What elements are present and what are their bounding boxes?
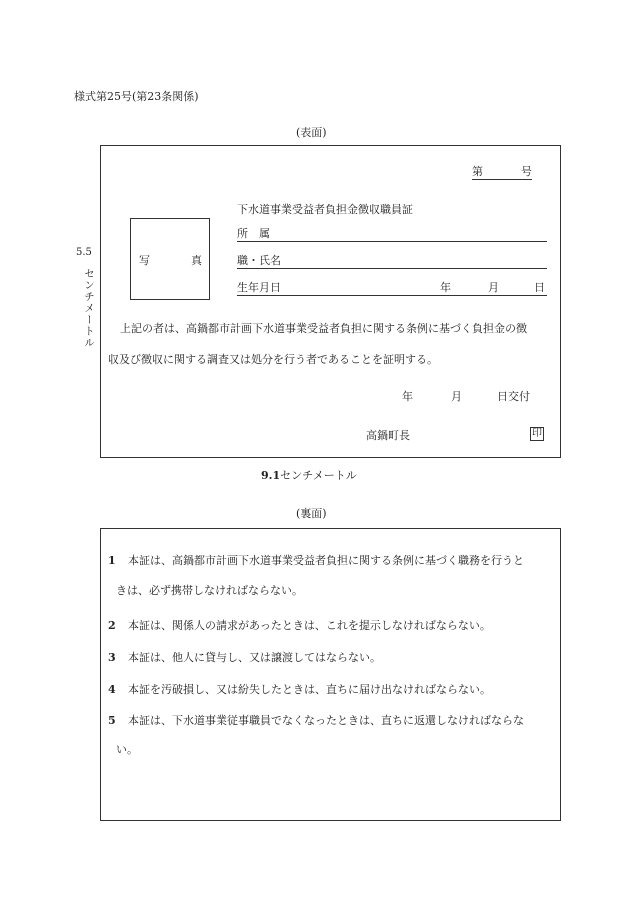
back-item-4: 4 本証を汚破損し、又は紛失したときは、直ちに届け出なければならない。: [108, 683, 491, 696]
front-label: (表面): [296, 126, 327, 139]
back-item-3: 3 本証は、他人に貸与し、又は譲渡してはならない。: [108, 651, 381, 664]
card-number: 第 号: [472, 165, 532, 178]
issue-day: 日交付: [497, 390, 530, 403]
back-label: (裏面): [296, 507, 327, 520]
back-item-1-line2: きは、必ず携帯しなければならない。: [116, 584, 303, 597]
height-unit: センチメートル: [83, 268, 95, 349]
issue-month: 月: [451, 390, 462, 403]
field-affiliation: 所 属: [237, 225, 547, 242]
back-item-2: 2 本証は、関係人の請求があったときは、これを提示しなければならない。: [108, 619, 491, 632]
card-title: 下水道事業受益者負担金徴収職員証: [237, 203, 413, 216]
height-value: 5.5: [76, 247, 92, 258]
back-item-5-line2: い。: [116, 743, 138, 756]
issue-year: 年: [402, 390, 413, 403]
front-card: [100, 145, 561, 458]
seal-stamp: 印: [532, 428, 542, 439]
back-item-5: 5 本証は、下水道事業従事職員でなくなったときは、直ちに返還しなければならな: [108, 714, 524, 727]
back-item-1: 1 本証は、高鍋都市計画下水道事業受益者負担に関する条例に基づく職務を行うと: [108, 554, 524, 567]
width-dimension: 9.1センチメートル: [261, 469, 357, 482]
form-title: 様式第25号(第23条関係): [74, 90, 199, 103]
back-card: [100, 528, 561, 821]
certify-text-line1: 上記の者は、高鍋都市計画下水道事業受益者負担に関する条例に基づく負担金の徴: [120, 322, 527, 335]
mayor-label: 高鍋町長: [366, 429, 410, 442]
field-title-name: 職・氏名: [237, 252, 547, 269]
photo-box: 写 真: [130, 218, 210, 300]
certify-text-line2: 収及び徴収に関する調査又は処分を行う者であることを証明する。: [108, 353, 438, 366]
field-birthdate: 生年月日 年 月 日: [237, 281, 545, 294]
